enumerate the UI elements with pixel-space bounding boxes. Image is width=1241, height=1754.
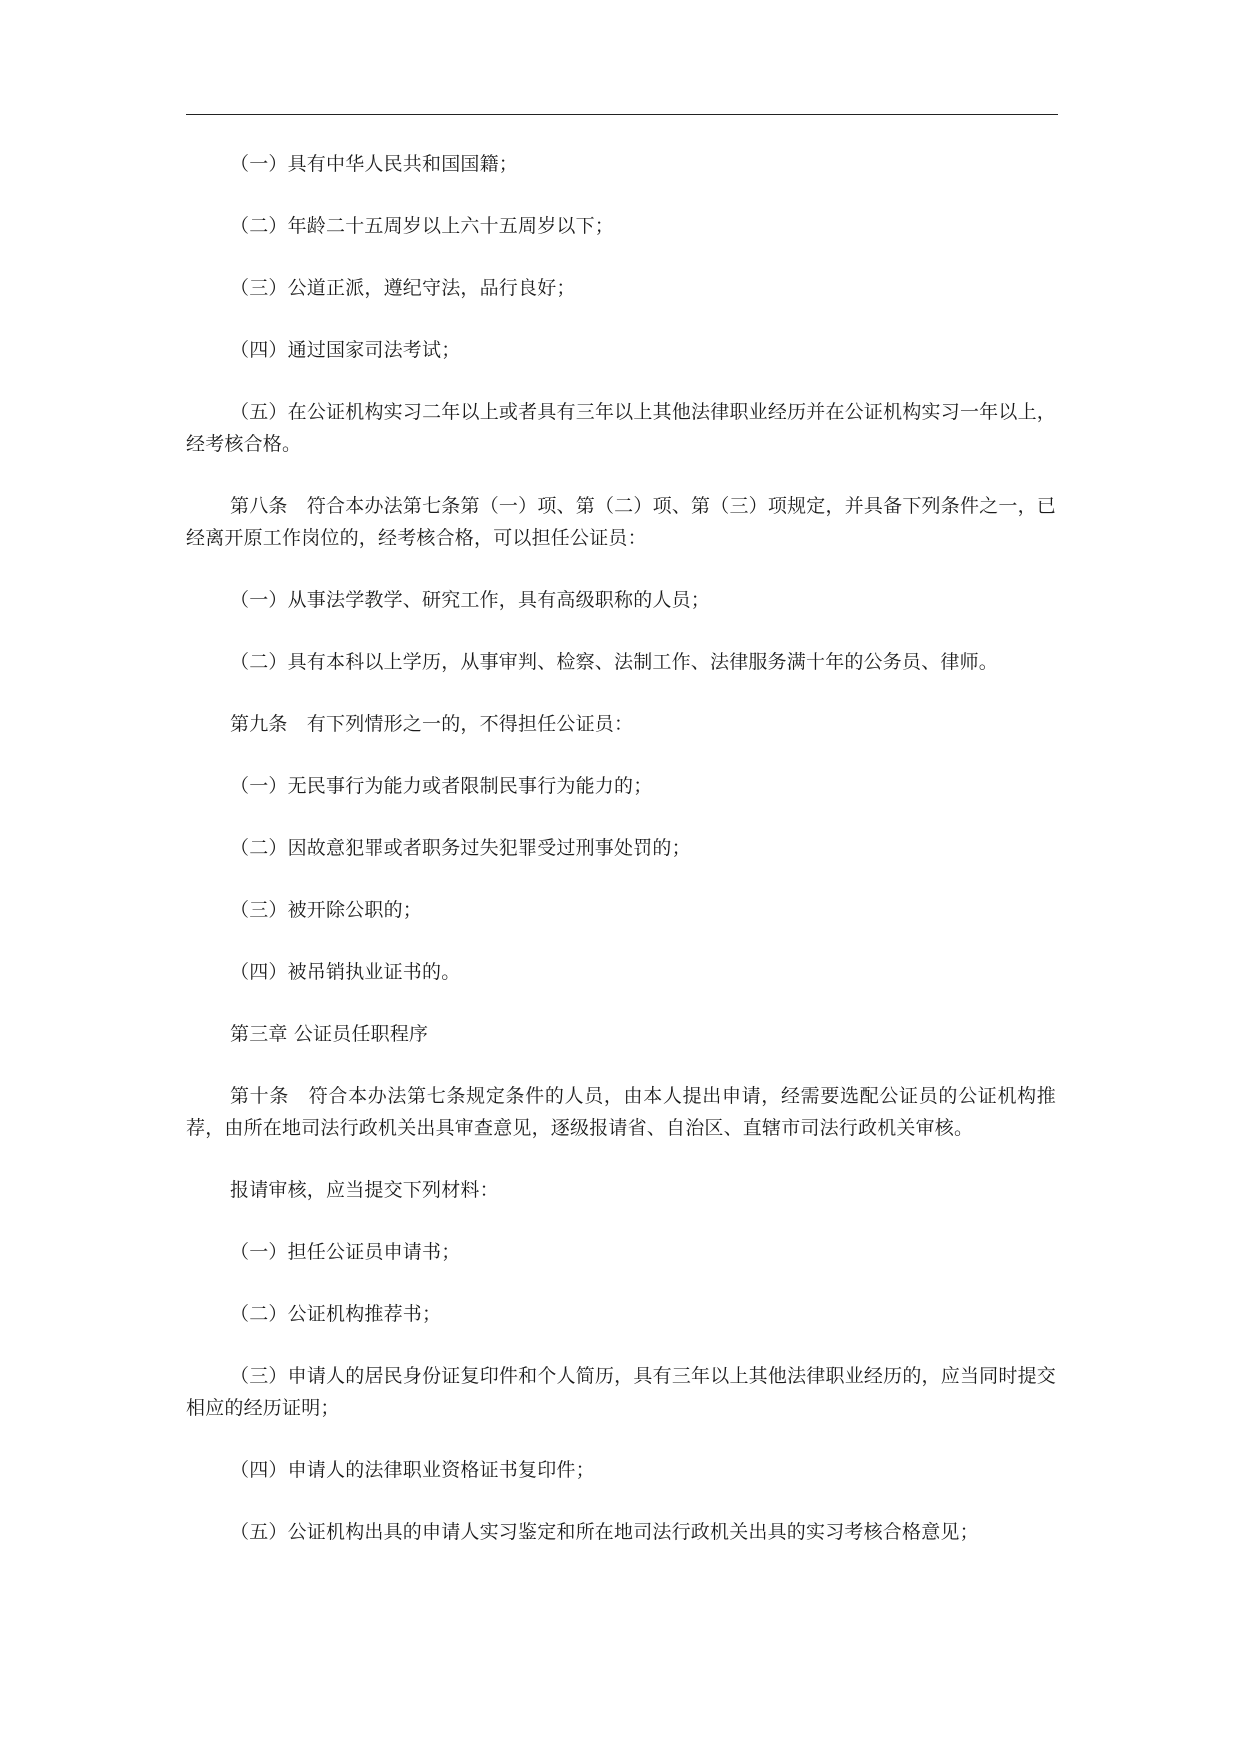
header-rule — [186, 114, 1058, 115]
paragraph: （一）无民事行为能力或者限制民事行为能力的； — [230, 775, 653, 797]
paragraph: （二）因故意犯罪或者职务过失犯罪受过刑事处罚的； — [230, 837, 691, 859]
paragraph: （三）申请人的居民身份证复印件和个人简历，具有三年以上其他法律职业经历的，应当同时提交相应的经历证明； — [186, 1365, 1056, 1419]
paragraph: （一）从事法学教学、研究工作，具有高级职称的人员； — [230, 589, 711, 611]
chapter-heading: 第三章 公证员任职程序 — [230, 1023, 429, 1045]
paragraph: （二）公证机构推荐书； — [230, 1303, 442, 1325]
paragraph: （三）公道正派，遵纪守法，品行良好； — [230, 277, 576, 299]
paragraph: （四）通过国家司法考试； — [230, 339, 461, 361]
document-body — [186, 148, 1056, 1578]
paragraph: （一）具有中华人民共和国国籍； — [230, 153, 519, 175]
paragraph: （三）被开除公职的； — [230, 899, 423, 921]
paragraph: （四）申请人的法律职业资格证书复印件； — [230, 1459, 595, 1481]
paragraph: （二）具有本科以上学历，从事审判、检察、法制工作、法律服务满十年的公务员、律师。 — [230, 651, 999, 673]
article-8: 第八条 符合本办法第七条第（一）项、第（二）项、第（三）项规定，并具备下列条件之一，已经离开原工作岗位的，经考核合格，可以担任公证员： — [186, 495, 1056, 549]
paragraph: （一）担任公证员申请书； — [230, 1241, 461, 1263]
article-10: 第十条 符合本办法第七条规定条件的人员，由本人提出申请，经需要选配公证员的公证机构推荐，由所在地司法行政机关出具审查意见，逐级报请省、自治区、直辖市司法行政机关审核。 — [186, 1085, 1056, 1139]
paragraph: （五）公证机构出具的申请人实习鉴定和所在地司法行政机关出具的实习考核合格意见； — [230, 1521, 979, 1543]
paragraph: （五）在公证机构实习二年以上或者具有三年以上其他法律职业经历并在公证机构实习一年以上，经考核合格。 — [186, 401, 1056, 455]
paragraph: 报请审核，应当提交下列材料： — [230, 1179, 499, 1201]
article-9: 第九条 有下列情形之一的，不得担任公证员： — [230, 713, 634, 735]
paragraph: （四）被吊销执业证书的。 — [230, 961, 461, 983]
paragraph: （二）年龄二十五周岁以上六十五周岁以下； — [230, 215, 615, 237]
